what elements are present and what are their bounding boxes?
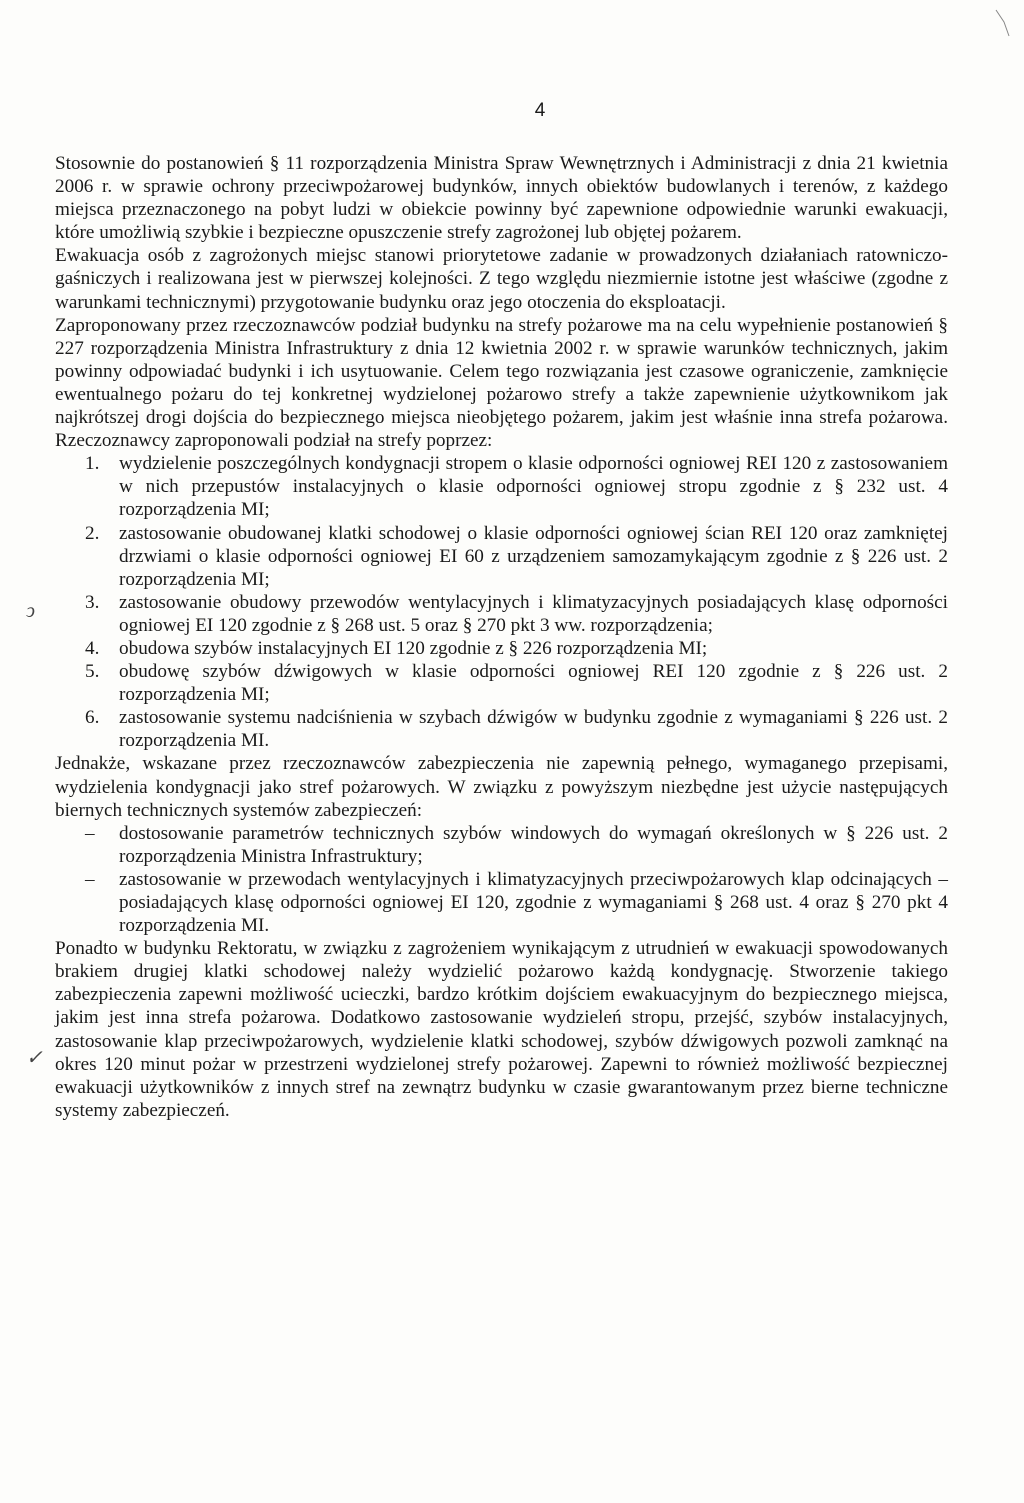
list-item-text: zastosowanie w przewodach wentylacyjnych i klimatyzacyjnych przeciwpożarowych klap odcinających – posiadających klasę odporności ogniowej EI 120, zgodnie z wymaganiami § 268 ust. 4 oraz § 270 pkt 4 rozporządzenia MI. xyxy=(119,868,948,937)
corner-pen-mark xyxy=(994,8,1014,38)
list-marker: 1. xyxy=(85,453,100,475)
paragraph: Ewakuacja osób z zagrożonych miejsc stanowi priorytetowe zadanie w prowadzonych działaniach ratowniczo-gaśniczych i realizowana jest w pierwszej kolejności. Z tego względu niezmiernie istotne jest właściwe (zgodne z warunkami technicznymi) przygotowanie budynku oraz jego otoczenia do eksploatacji. xyxy=(55,245,948,313)
list-item-text: wydzielenie poszczególnych kondygnacji stropem o klasie odporności ogniowej REI 120 z zastosowaniem w nich przepustów instalacyjnych o klasie odporności ogniowej stropu zgodnie z § 232 ust. 4 rozporządzenia MI; xyxy=(119,453,948,521)
list-item xyxy=(55,822,948,868)
list-item-text: zastosowanie obudowy przewodów wentylacyjnych i klimatyzacyjnych posiadających klasę odporności ogniowej EI 120 zgodnie z § 268 ust. 5 oraz § 270 pkt 3 ww. rozporządzenia; xyxy=(119,591,948,636)
list-marker: 4. xyxy=(85,637,100,659)
list-item xyxy=(55,522,948,591)
paragraph: Stosownie do postanowień § 11 rozporządzenia Ministra Spraw Wewnętrznych i Administracji z dnia 21 kwietnia 2006 r. w sprawie ochrony przeciwpożarowej budynków, innych obiektów budowlanych i terenów, z każdego miejsca przeznaczonego na pobyt ludzi w obiekcie powinny być zapewnione odpowiednie warunki ewakuacji, które umożliwią szybkie i bezpieczne opuszczenie strefy zagrożonej lub objętej pożarem. xyxy=(55,153,948,244)
numbered-list xyxy=(55,452,948,752)
list-marker: 5. xyxy=(85,661,100,683)
list-marker: – xyxy=(85,822,95,844)
list-item xyxy=(55,452,948,521)
paragraph: Ponadto w budynku Rektoratu, w związku z zagrożeniem wynikającym z utrudnień w ewakuacji spowodowanych brakiem drugiej klatki schodowej należy wydzielić pożarowo każdą kondygnację. Stworzenie takiego zabezpieczenia zapewni możliwość ucieczki, bardzo krótkim dojściem ewakuacyjnym do bezpiecznego miejsca, jakim jest inna strefa pożarowa. Dodatkowo zastosowanie wydzieleń stropu, przejść, szybów instalacyjnych, zastosowanie klap przeciwpożarowych, wydzielenie klatki schodowej, szybów dźwigowych pozwoli zamknąć na okres 120 minut pożar w przestrzeni wydzielonej strefy pożarowej. Zapewni to również możliwość bezpiecznej ewakuacji użytkowników z innych stref na zewnątrz budynku w czasie gwarantowanym przez bierne techniczne systemy zabezpieczeń. xyxy=(55,938,948,1121)
list-item xyxy=(55,868,948,937)
margin-check-mark: ↄ xyxy=(26,600,35,622)
dash-list xyxy=(55,822,948,937)
list-item xyxy=(55,637,948,660)
list-item xyxy=(55,706,948,752)
list-item-text: obudowę szybów dźwigowych w klasie odporności ogniowej REI 120 zgodnie z § 226 ust. 2 rozporządzenia MI; xyxy=(119,661,948,706)
list-marker: 6. xyxy=(85,707,100,729)
paragraph: Jednakże, wskazane przez rzeczoznawców zabezpieczenia nie zapewnią pełnego, wymaganego przepisami, wydzielenia kondygnacji jako stref pożarowych. W związku z powyższym niezbędne jest użycie następujących biernych technicznych systemów zabezpieczeń: xyxy=(55,753,948,821)
list-item-text: dostosowanie parametrów technicznych szybów windowych do wymagań określonych w § 226 ust. 2 rozporządzenia Ministra Infrastruktury; xyxy=(119,822,948,867)
margin-check-mark: ✓ xyxy=(26,1047,43,1069)
list-item-text: obudowa szybów instalacyjnych EI 120 zgodnie z § 226 rozporządzenia MI; xyxy=(119,637,708,659)
paragraph: Zaproponowany przez rzeczoznawców podział budynku na strefy pożarowe ma na celu wypełnienie postanowień § 227 rozporządzenia Ministra Infrastruktury z dnia 12 kwietnia 2002 r. w sprawie warunków technicznych, jakim powinny odpowiadać budynki i ich usytuowanie. Celem tego rozwiązania jest czasowe ograniczenie, zamknięcie ewentualnego pożaru do tej konkretnej wydzielonej pożarowo strefy a także zapewnienie użytkownikom jak najkrótszej drogi dojścia do bezpiecznego miejsca nieobjętego pożarem, jakim jest właśnie inna strefa pożarowa. Rzeczoznawcy zaproponowali podział na strefy poprzez: xyxy=(55,314,948,452)
list-marker: – xyxy=(85,868,95,890)
list-marker: 3. xyxy=(85,591,100,613)
list-item xyxy=(55,660,948,706)
list-marker: 2. xyxy=(85,522,100,544)
list-item-text: zastosowanie obudowanej klatki schodowej o klasie odporności ogniowej ścian REI 120 oraz zamkniętej drzwiami o klasie odporności ogniowej EI 60 z urządzeniem samozamykającym zgodnie z § 226 ust. 2 rozporządzenia MI; xyxy=(119,522,948,590)
list-item xyxy=(55,591,948,637)
page-number: 4 xyxy=(534,100,546,121)
document-body xyxy=(55,152,948,1122)
list-item-text: zastosowanie systemu nadciśnienia w szybach dźwigów w budynku zgodnie z wymaganiami § 226 ust. 2 rozporządzenia MI. xyxy=(119,707,948,752)
